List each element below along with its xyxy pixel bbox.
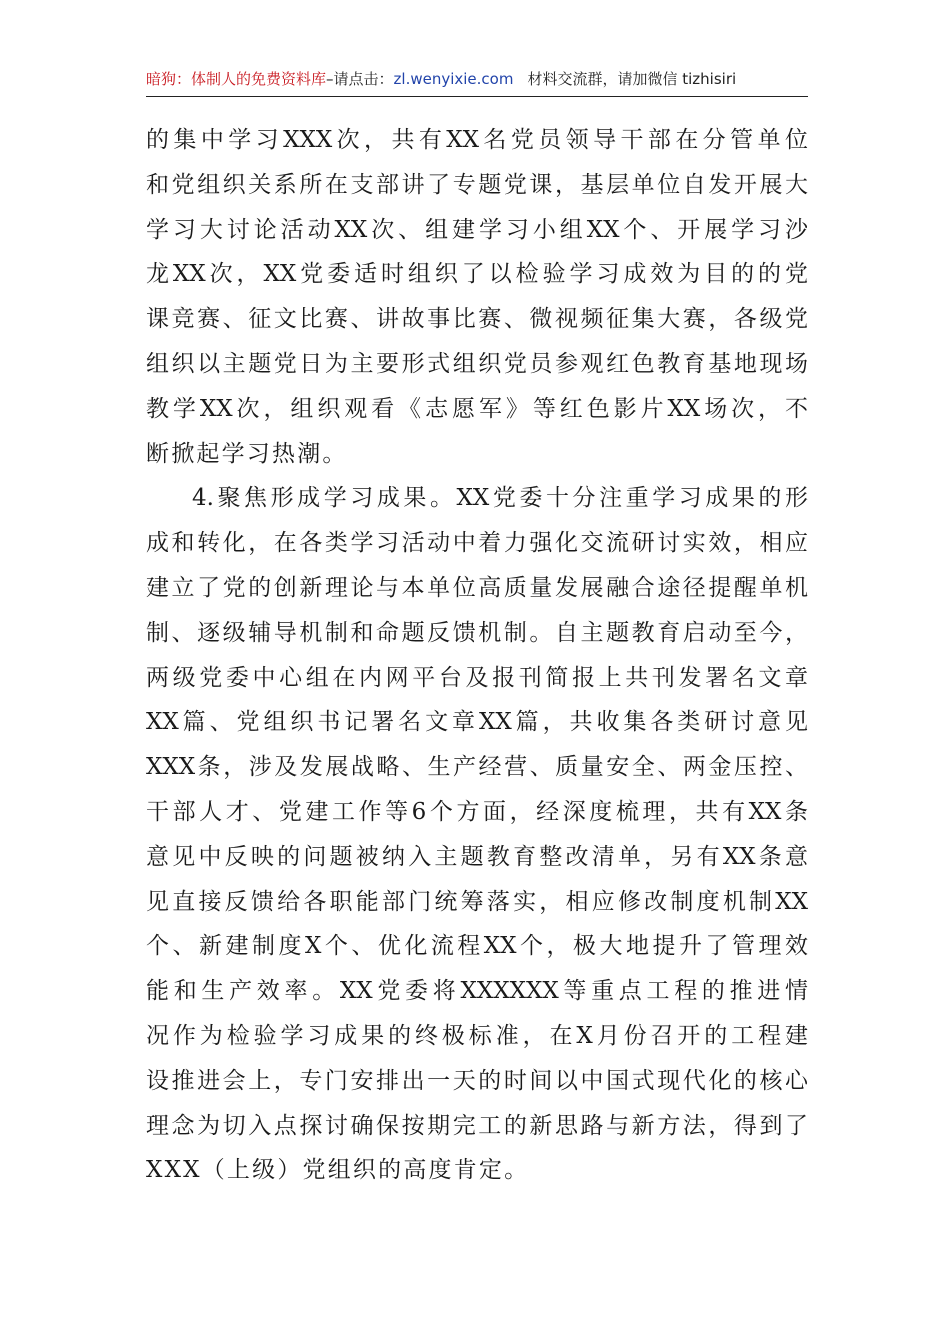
body-line-5: 课竞赛、征文比赛、讲故事比赛、微视频征集大赛，各级党: [146, 306, 808, 333]
body-line-22: 设推进会上，专门安排出一天的时间以中国式现代化的核心: [146, 1067, 808, 1094]
body-line-2: 和党组织关系所在支部讲了专题党课，基层单位自发开展大: [146, 171, 808, 198]
body-line-18: 见直接反馈给各职能部门统筹落实，相应修改制度机制XX: [146, 888, 808, 915]
body-line-6: 组织以主题党日为主要形式组织党员参观红色教育基地现场: [146, 350, 808, 377]
body-line-1: 的集中学习XXX次，共有XX名党员领导干部在分管单位: [146, 127, 808, 153]
page-header: [146, 62, 808, 97]
header-url-link[interactable]: zl.wenyixie.com: [393, 70, 514, 88]
body-line-20: 能和生产效率。XX党委将XXXXXX等重点工程的推进情: [146, 978, 808, 1005]
body-line-11: 建立了党的创新理论与本单位高质量发展融合途径提醒单机: [146, 574, 808, 601]
document-body: [146, 118, 808, 1193]
body-line-8: 断掀起学习热潮。: [146, 440, 348, 467]
body-line-24: XXX（上级）党组织的高度肯定。: [146, 1157, 530, 1184]
body-line-14: XX篇、党组织书记署名文章XX篇，共收集各类研讨意见: [146, 709, 808, 736]
body-line-16: 干部人才、党建工作等6个方面，经深度梳理，共有XX条: [146, 798, 808, 825]
body-line-7: 教学XX次，组织观看《志愿军》等红色影片XX场次，不: [146, 395, 808, 422]
body-line-19: 个、新建制度X个、优化流程XX个，极大地提升了管理效: [146, 933, 808, 960]
body-line-13: 两级党委中心组在内网平台及报刊简报上共刊发署名文章: [146, 664, 808, 691]
body-line-9: 4.聚焦形成学习成果。XX党委十分注重学习成果的形: [192, 485, 808, 512]
body-line-3: 学习大讨论活动XX次、组建学习小组XX个、开展学习沙: [146, 216, 808, 243]
body-line-12: 制、逐级辅导机制和命题反馈机制。自主题教育启动至今，: [146, 619, 808, 646]
body-line-10: 成和转化，在各类学习活动中着力强化交流研讨实效，相应: [146, 530, 808, 557]
header-contact: 材料交流群，请加微信 tizhisiri: [527, 70, 737, 88]
header-click-prefix: –请点击：: [326, 70, 394, 88]
body-line-15: XXX条，涉及发展战略、生产经营、质量安全、两金压控、: [146, 754, 808, 781]
body-line-17: 意见中反映的问题被纳入主题教育整改清单，另有XX条意: [146, 843, 808, 870]
header-brand: 暗狗：体制人的免费资料库: [146, 70, 327, 88]
body-line-23: 理念为切入点探讨确保按期完工的新思路与新方法，得到了: [146, 1112, 808, 1139]
body-line-21: 况作为检验学习成果的终极标准，在X月份召开的工程建: [146, 1022, 808, 1049]
body-line-4: 龙XX次，XX党委适时组织了以检验学习成效为目的的党: [146, 261, 808, 288]
